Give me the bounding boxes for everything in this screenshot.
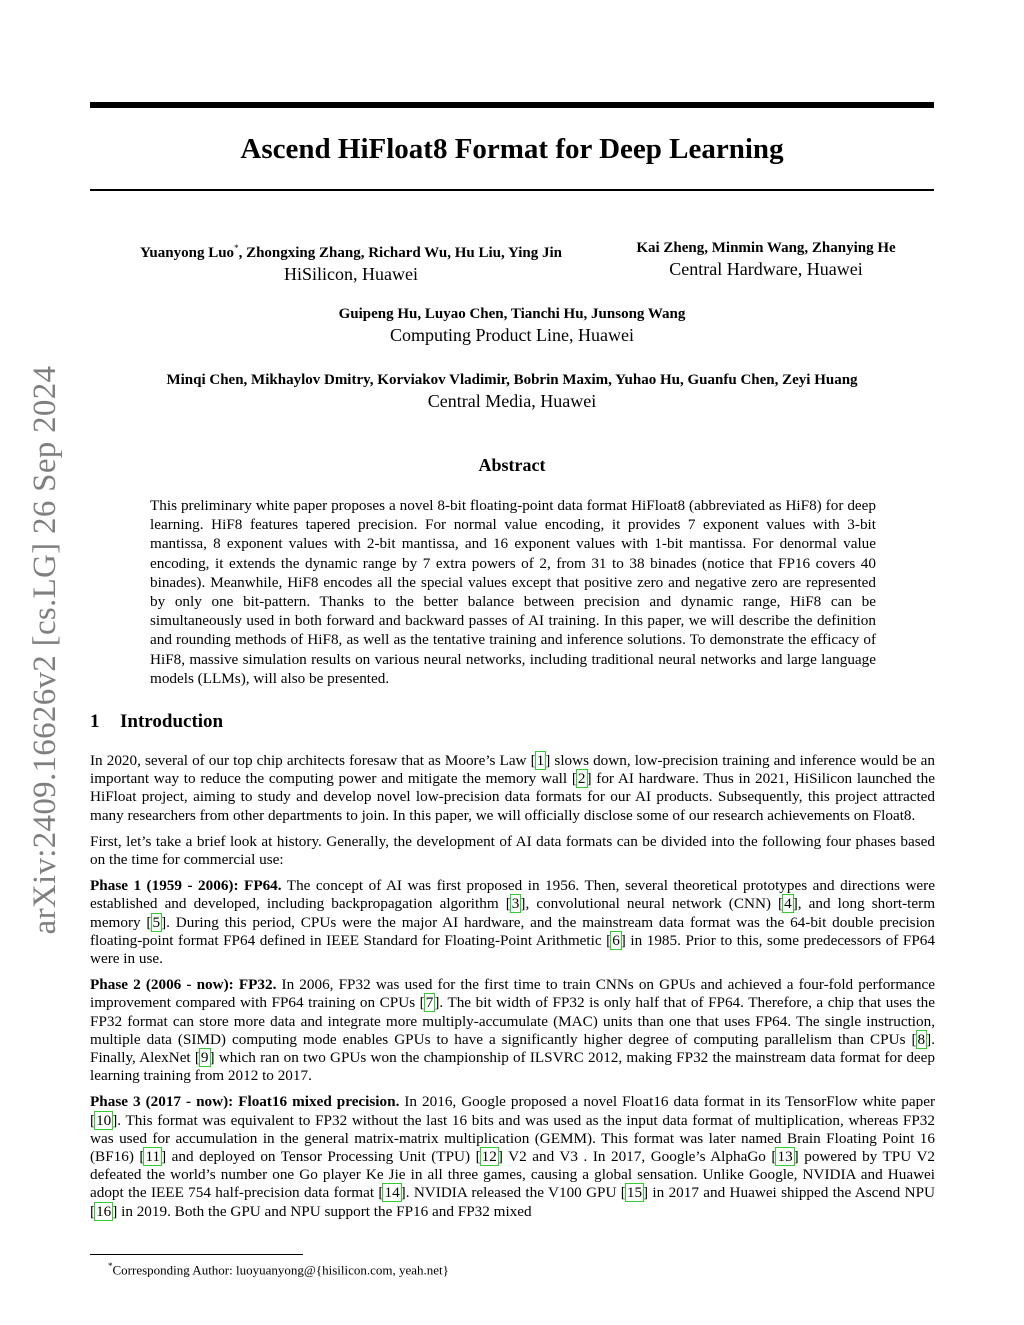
section-number: 1	[90, 711, 100, 732]
co-authors: , Zhongxing Zhang, Richard Wu, Hu Liu, Ying Jin	[238, 245, 563, 261]
author-names: Guipeng Hu, Luyao Chen, Tianchi Hu, Junsong Wang	[338, 306, 686, 322]
footnote	[108, 1258, 449, 1278]
corresponding-mark: *	[234, 243, 239, 253]
footnote-rule	[90, 1254, 303, 1255]
paragraph-phase-3: Phase 3 (2017 - now): Float16 mixed precision. In 2016, Google proposed a novel Float16 data format in its TensorFlow white paper [10]. This format was equivalent to FP32 without the last 16 bits and was used as the input data format of multiplication, whereas FP32 was used for accumulation in the general matrix-matrix multiplication (GEMM). This format was later named Brain Floating Point 16 (BF16) [11] and deployed on Tensor Processing Unit (TPU) [12] V2 and V3 . In 2017, Google’s AlphaGo [13] powered by TPU V2 defeated the world’s number one Go player Ke Jie in all three games, causing a global sensation. Unlike Google, NVIDIA and Huawei adopt the IEEE 754 half-precision data format [14]. NVIDIA released the V100 GPU [15] in 2017 and Huawei shipped the Ascend NPU [16] in 2019. Both the GPU and NPU support the FP16 and FP32 mixed	[90, 1093, 936, 1220]
citation-link[interactable]: 2	[577, 770, 586, 788]
abstract-text: This preliminary white paper proposes a novel 8-bit floating-point data format HiFloat8 (abbreviated as HiF8) for deep learning. HiF8 features tapered precision. For normal value encoding, it provides 7 exponent values with 3-bit mantissa, 8 exponent values with 2-bit mantissa, and 16 exponent values with 1-bit mantissa. For denormal value encoding, it extends the dynamic range by 7 extra powers of 2, from 31 to 38 binades (notice that FP16 covers 40 binades). Meanwhile, HiF8 encodes all the special values except that positive zero and negative zero are represented by only one bit-pattern. Thanks to the better balance between precision and dynamic range, HiF8 can be simultaneously used in both forward and backward passes of AI training. In this paper, we will describe the definition and rounding methods of HiF8, as well as the tentative training and inference solutions. To demonstrate the efficacy of HiF8, massive simulation results on various neural networks, including traditional neural networks and large language models (LLMs), will also be presented.	[150, 497, 876, 687]
paper-title: Ascend HiFloat8 Format for Deep Learning	[240, 133, 784, 165]
citation-link[interactable]: 11	[145, 1148, 161, 1166]
citation-link[interactable]: 5	[152, 913, 161, 931]
first-author: Yuanyong Luo	[139, 245, 235, 261]
citation-link[interactable]: 7	[425, 994, 434, 1012]
abstract-heading: Abstract	[478, 455, 546, 475]
affiliation: Central Media, Huawei	[427, 391, 597, 411]
author-group-3	[90, 304, 934, 346]
title-top-rule	[90, 102, 934, 108]
phase-3-lead: Phase 3 (2017 - now): Float16 mixed precision.	[90, 1093, 400, 1111]
phase-2-lead: Phase 2 (2006 - now): FP32.	[90, 976, 277, 994]
citation-link[interactable]: 4	[784, 895, 792, 913]
section-heading	[90, 711, 223, 733]
citation-link[interactable]: 14	[384, 1184, 400, 1202]
section-title: Introduction	[120, 711, 224, 732]
citation-link[interactable]: 16	[96, 1202, 112, 1220]
citation-link[interactable]: 10	[96, 1111, 112, 1129]
paragraph-phase-1: Phase 1 (1959 - 2006): FP64. The concept of AI was first proposed in 1956. Then, several theoretical prototypes and directions were established and developed, including backpropagation algorithm [3], convolutional neural network (CNN) [4], and long short-term memory [5]. During this period, CPUs were the major AI hardware, and the mainstream data format was the 64-bit double precision floating-point format FP64 defined in IEEE Standard for Floating-Point Arithmetic [6] in 1985. Prior to this, some predecessors of FP64 were in use.	[90, 877, 936, 968]
citation-link[interactable]: 3	[511, 895, 520, 913]
citation-link[interactable]: 1	[536, 752, 545, 769]
author-group-4	[90, 370, 934, 412]
citation-link[interactable]: 6	[612, 931, 620, 949]
introduction-body	[90, 752, 935, 1229]
citation-link[interactable]: 8	[917, 1030, 926, 1048]
paragraph-2: First, let’s take a brief look at history. Generally, the development of AI data formats can be divided into the following four phases based on the time for commercial use:	[90, 832, 935, 869]
arxiv-identifier[interactable]: arXiv:2409.16626v2 [cs.LG] 26 Sep 2024	[27, 365, 63, 935]
affiliation: HiSilicon, Huawei	[284, 264, 418, 284]
citation-link[interactable]: 12	[481, 1148, 497, 1166]
author-group-2	[612, 238, 920, 280]
footnote-mark: *	[108, 1261, 113, 1271]
title-bottom-rule	[90, 189, 934, 191]
affiliation: Central Hardware, Huawei	[669, 259, 863, 279]
affiliation: Computing Product Line, Huawei	[390, 325, 634, 345]
author-names: Minqi Chen, Mikhaylov Dmitry, Korviakov Vladimir, Bobrin Maxim, Yuhao Hu, Guanfu Chen, Zeyi Huang	[166, 372, 858, 388]
author-names	[110, 238, 592, 263]
citation-link[interactable]: 9	[200, 1049, 209, 1067]
citation-link[interactable]: 13	[777, 1148, 793, 1166]
author-names: Kai Zheng, Minmin Wang, Zhanying He	[636, 240, 896, 256]
footnote-text: Corresponding Author: luoyuanyong@{hisilicon.com, yeah.net}	[112, 1262, 449, 1278]
phase-1-lead: Phase 1 (1959 - 2006): FP64.	[90, 877, 282, 895]
paragraph-phase-2: Phase 2 (2006 - now): FP32. In 2006, FP32 was used for the first time to train CNNs on GPUs and achieved a four-fold performance improvement compared with FP64 training on CPUs [7]. The bit width of FP32 is only half that of FP64. Therefore, a chip that uses the FP32 format can store more data and integrate more multiply-accumulate (MAC) units than one that uses FP64. The single instruction, multiple data (SIMD) computing mode enables GPUs to have a significantly higher degree of computing parallelism than CPUs [8]. Finally, AlexNet [9] which ran on two GPUs won the championship of ILSVRC 2012, making FP32 the mainstream data format for deep learning training from 2012 to 2017.	[90, 976, 935, 1085]
paragraph-1: In 2020, several of our top chip architects foresaw that as Moore’s Law [1] slows down, low-precision training and inference would be an important way to reduce the computing power and mitigate the memory wall [2] for AI hardware. Thus in 2021, HiSilicon launched the HiFloat project, aiming to study and develop novel low-precision data formats for our AI products. Subsequently, this project attracted many researchers from other departments to join. In this paper, we will officially disclose some of our research achievements on Float8.	[90, 752, 935, 824]
author-group-1	[110, 238, 592, 285]
citation-link[interactable]: 15	[626, 1184, 643, 1202]
